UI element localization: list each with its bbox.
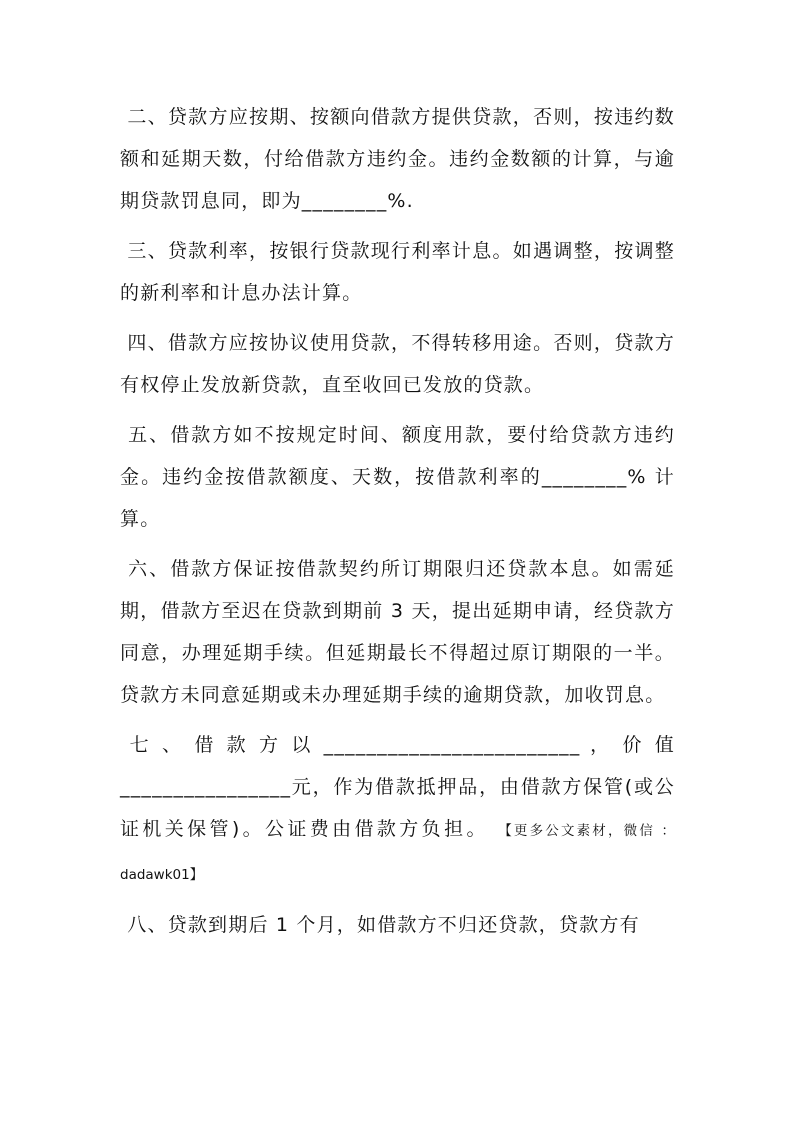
clause-7-line-1: 七 、 借 款 方 以 ________________________ ， 价 值 bbox=[120, 734, 675, 756]
clause-2: 二、贷款方应按期、按额向借款方提供贷款，否则，按违约数额和延期天数，付给借款方违约金。违约金数额的计算，与逾期贷款罚息同，即为________%. bbox=[120, 106, 675, 212]
clause-8: 八、贷款到期后 1 个月，如借款方不归还贷款，贷款方有 bbox=[120, 914, 640, 936]
wechat-note: 【更多公文素材，微信 ：dadawk01】 bbox=[120, 823, 675, 883]
document-page bbox=[120, 96, 675, 954]
clause-5: 五、借款方如不按规定时间、额度用款，要付给贷款方违约金。违约金按借款额度、天数，按借款利率的________% 计算。 bbox=[120, 424, 675, 530]
clause-7 bbox=[120, 724, 675, 896]
clause-7-text: ________________元，作为借款抵押品，由借款方保管(或公证机关保管)。公证费由借款方负担。 bbox=[120, 776, 675, 840]
clause-7-body bbox=[120, 766, 675, 896]
clause-4: 四、借款方应按协议使用贷款，不得转移用途。否则，贷款方有权停止发放新贷款，直至收回已发放的贷款。 bbox=[120, 332, 675, 396]
clause-6: 六、借款方保证按借款契约所订期限归还贷款本息。如需延期，借款方至迟在贷款到期前 3 天，提出延期申请，经贷款方同意，办理延期手续。但延期最长不得超过原订期限的一半。贷款方未同意延期或未办理延期手续的逾期贷款，加收罚息。 bbox=[120, 558, 675, 706]
clause-3: 三、贷款利率，按银行贷款现行利率计息。如遇调整，按调整的新利率和计息办法计算。 bbox=[120, 240, 675, 304]
